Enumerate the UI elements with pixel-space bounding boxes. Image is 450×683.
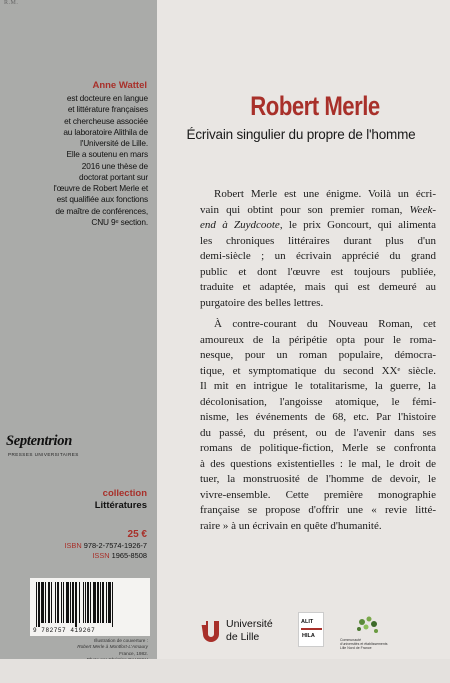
blurb-line: nesque, pour un roman populaire, démocra- — [200, 349, 436, 361]
alith-rule — [301, 628, 322, 630]
bio-line: de maître de conférences, — [55, 205, 148, 216]
ulille-line: de Lille — [226, 630, 260, 643]
blurb-line: du passé, du présent, ou de l'avenir dans ses — [200, 426, 436, 439]
bio-line: au laboratoire Alithila de — [63, 126, 148, 137]
comue-line: d'universités et établissements — [340, 642, 388, 647]
book-subtitle: Écrivain singulier du propre de l'homme — [186, 127, 416, 142]
back-cover-sidebar — [0, 0, 157, 683]
credit-line: Illustration de couverture : — [94, 638, 148, 643]
issn-number: 1965-8508 — [111, 550, 147, 560]
book-title: Robert Merle — [250, 91, 380, 121]
blurb-line: romans de politique-fiction, Merle se confronta — [200, 442, 436, 454]
blurb-line: décolonisation, l'angoisse atomique, le fémi- — [200, 395, 436, 408]
bio-line: l'Université de Lille. — [80, 138, 148, 148]
blurb-line: nisme, les événements de 68, etc. Par l'histoire — [200, 411, 436, 423]
isbn-label: ISBN — [64, 541, 82, 550]
bio-line: CNU 9ᵉ section. — [91, 216, 148, 227]
blurb — [200, 187, 436, 534]
top-edge — [0, 0, 157, 12]
comue-lille-logo — [340, 614, 396, 650]
bio-line: est qualifiée aux fonctions — [56, 194, 148, 205]
comue-mark-icon — [354, 614, 382, 636]
blurb-line: raire » à un écrivain en quête d'humanité. — [200, 519, 382, 532]
collection-block — [95, 488, 147, 512]
blurb-line: vivre-ensemble. Cette première monographie — [200, 488, 436, 501]
blurb-paragraph — [200, 317, 436, 534]
blurb-line: à des questions existentielles : le mal, le droit de — [200, 457, 436, 470]
blurb-line: amoureux de la péripétie opta pour le roma- — [200, 333, 436, 346]
bio-line: et chercheuse associée — [64, 115, 148, 126]
top-edge-tag: R.M. — [4, 0, 19, 6]
issn-label: ISSN — [92, 550, 110, 560]
author-name: Anne Wattel — [92, 80, 147, 91]
blurb-line: vain qui obtint pour son premier roman, Week- — [200, 203, 436, 216]
alith-bottom-text: HILA — [302, 633, 315, 639]
publisher-name: Septentrion — [6, 433, 72, 449]
blurb-line: end à Zuydcoote, le prix Goncourt, qui alimenta — [200, 219, 436, 231]
blurb-line: les chroniques littéraires durant plus d'un — [200, 234, 436, 247]
comue-line: Lille Nord de France — [340, 646, 372, 651]
blurb-line: demi-siècle ; un écrivain apprécié du grand — [200, 250, 436, 262]
barcode-number: 9 782757 419267 — [33, 627, 96, 634]
bio-line: 2016 une thèse de — [81, 160, 148, 171]
author-bio — [6, 93, 148, 228]
price: 25 € — [127, 529, 147, 540]
bio-line: et littérature françaises — [67, 104, 148, 115]
universite-de-lille-logo — [198, 617, 298, 647]
blurb-line: purgatoire des belles lettres. — [200, 296, 324, 309]
collection-label: collection — [102, 488, 147, 499]
blurb-line: tuer, la monstruosité de l'homme de devoir, le — [200, 473, 436, 485]
blurb-line: Robert Merle est une énigme. Voilà un écri- — [214, 188, 436, 200]
bio-line: Elle a soutenu en mars — [66, 149, 148, 160]
bio-line: doctorat portant sur — [79, 171, 148, 182]
ulille-mark-icon — [198, 619, 222, 643]
alith-top-text: ALIT — [301, 619, 314, 625]
publisher-subtitle: PRESSES UNIVERSITAIRES — [8, 452, 79, 457]
ulille-line: Université — [226, 618, 273, 630]
bio-line: est docteure en langue — [66, 93, 148, 103]
blurb-line: traduite et adaptée, mais qui est demeuré au — [200, 281, 436, 293]
comue-text — [340, 638, 400, 651]
blurb-line: À contre-courant du Nouveau Roman, cet — [214, 318, 436, 330]
ulille-text — [226, 618, 273, 643]
credit-line: Robert Merle à Montfort-L'Amaury — [77, 644, 148, 650]
credit-line: France, 1982. — [119, 650, 148, 656]
bio-line: l'œuvre de Robert Merle et — [53, 183, 148, 193]
blurb-line: française se propose d'offrir une « revie litté- — [200, 504, 436, 516]
alithila-logo — [298, 612, 324, 647]
bottom-margin — [0, 659, 450, 683]
blurb-paragraph — [200, 187, 436, 311]
issn — [64, 551, 147, 561]
barcode — [30, 578, 150, 636]
price-block — [64, 528, 147, 560]
isbn — [64, 541, 147, 551]
collection-name: Littératures — [94, 500, 147, 511]
barcode-bars — [36, 582, 144, 627]
publisher-logo — [6, 433, 116, 463]
blurb-line: Il mit en intrigue le totalitarisme, la guerre, la — [200, 380, 436, 392]
blurb-line: tique, et symptomatique du second XXᵉ siècle. — [200, 364, 436, 377]
comue-line: Communauté — [340, 638, 362, 642]
blurb-line: public et dont l'œuvre est toujours publiée, — [200, 265, 436, 278]
isbn-number: 978-2-7574-1926-7 — [83, 541, 147, 550]
